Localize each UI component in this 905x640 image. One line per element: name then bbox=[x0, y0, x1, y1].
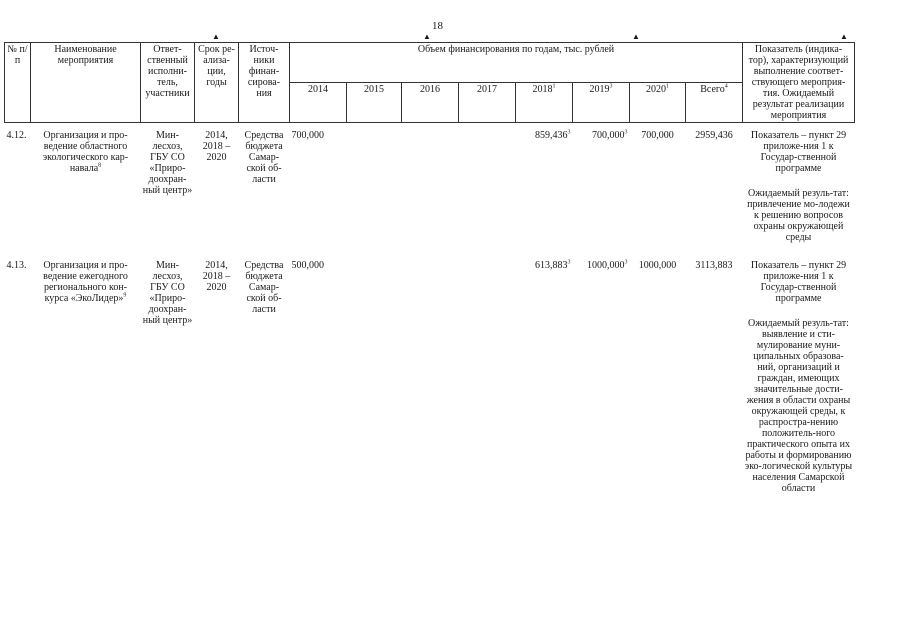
scan-mark: ▲ bbox=[840, 32, 848, 41]
row-name: Организация и про-ведение ежегодного регионального кон-курса «ЭкоЛидер»$^9$ bbox=[43, 260, 128, 304]
value-2019: 1000,000$^3$ bbox=[587, 259, 628, 271]
year-header: 2019$^3$ bbox=[573, 83, 630, 123]
table-row bbox=[5, 259, 855, 495]
header-term: Срок ре-ализа-ции, годы bbox=[195, 43, 239, 123]
year-header: 2020$^1$ bbox=[630, 83, 686, 123]
indicator-text: Показатель – пункт 29 приложе-ния 1 к Государ-ственной программе bbox=[750, 260, 847, 304]
scan-mark: ▲ bbox=[423, 32, 431, 41]
expected-result-text: Ожидаемый резуль-тат: привлечение мо-лодежи к решению вопросов охраны окружающей среды bbox=[747, 188, 850, 243]
value-2015 bbox=[347, 129, 402, 259]
page-number: 18 bbox=[432, 20, 443, 32]
header-name: Наименование мероприятия bbox=[31, 43, 141, 123]
value-2018: 859,436$^3$ bbox=[535, 129, 571, 141]
table-row bbox=[5, 129, 855, 259]
row-name: Организация и про-ведение областного экологического кар-навала$^8$ bbox=[42, 130, 129, 174]
value-2014: 700,000 bbox=[291, 130, 324, 141]
year-header: 2015 bbox=[347, 83, 402, 123]
header-indicator: Показатель (индика-тор), характеризующий выполнение соответ-ствующего мероприя-тия. Ожидаемый результат реализации мероприятия bbox=[743, 43, 855, 123]
year-header: 2014 bbox=[290, 83, 347, 123]
value-total: 3113,883 bbox=[695, 260, 733, 271]
row-num: 4.12. bbox=[6, 130, 27, 141]
total-header: Всего$^4$ bbox=[686, 83, 743, 123]
row-sources: Средства бюджета Самар-ской об-ласти bbox=[244, 130, 284, 185]
scan-mark: ▲ bbox=[632, 32, 640, 41]
header-financing: Объем финансирования по годам, тыс. рублей bbox=[290, 43, 743, 83]
row-term: 2014, 2018 – 2020 bbox=[202, 260, 231, 293]
header-sources: Источ-ники финан-сирова-ния bbox=[239, 43, 290, 123]
value-2020: 1000,000 bbox=[638, 260, 677, 271]
expected-result-text: Ожидаемый резуль-тат: выявление и сти-мулирование муни-ципальных образова-ний, организаций и граждан, имеющих значительные дости-жения в области охраны окружающей среды, к распростра-нению положитель-ного практического опыта их работы и формированию эко-логической культуры населения Самарской области bbox=[744, 318, 853, 494]
value-total: 2959,436 bbox=[695, 130, 733, 141]
value-2016 bbox=[402, 129, 459, 259]
value-2017 bbox=[459, 259, 516, 495]
header-responsible: Ответ-ственный исполни-тель, участники bbox=[141, 43, 195, 123]
year-header: 2017 bbox=[459, 83, 516, 123]
row-indicator bbox=[743, 129, 855, 259]
value-2018: 613,883$^3$ bbox=[535, 259, 571, 271]
row-term: 2014, 2018 – 2020 bbox=[202, 130, 231, 163]
value-2015 bbox=[347, 259, 402, 495]
year-header: 2018$^1$ bbox=[516, 83, 573, 123]
value-2017 bbox=[459, 129, 516, 259]
value-2016 bbox=[402, 259, 459, 495]
row-responsible: Мин-лесхоз, ГБУ СО «Приро-доохран-ный центр» bbox=[142, 130, 193, 196]
year-header: 2016 bbox=[402, 83, 459, 123]
value-2020: 700,000 bbox=[641, 130, 674, 141]
indicator-text: Показатель – пункт 29 приложе-ния 1 к Государ-ственной программе bbox=[750, 130, 847, 174]
financing-table bbox=[4, 42, 855, 495]
row-indicator bbox=[743, 259, 855, 495]
scan-mark: ▲ bbox=[212, 32, 220, 41]
row-num: 4.13. bbox=[6, 260, 27, 271]
value-2019: 700,000$^3$ bbox=[592, 129, 628, 141]
value-2014: 500,000 bbox=[291, 260, 324, 271]
row-sources: Средства бюджета Самар-ской об-ласти bbox=[244, 260, 284, 315]
row-responsible: Мин-лесхоз, ГБУ СО «Приро-доохран-ный центр» bbox=[142, 260, 193, 326]
header-num: № п/п bbox=[5, 43, 31, 123]
